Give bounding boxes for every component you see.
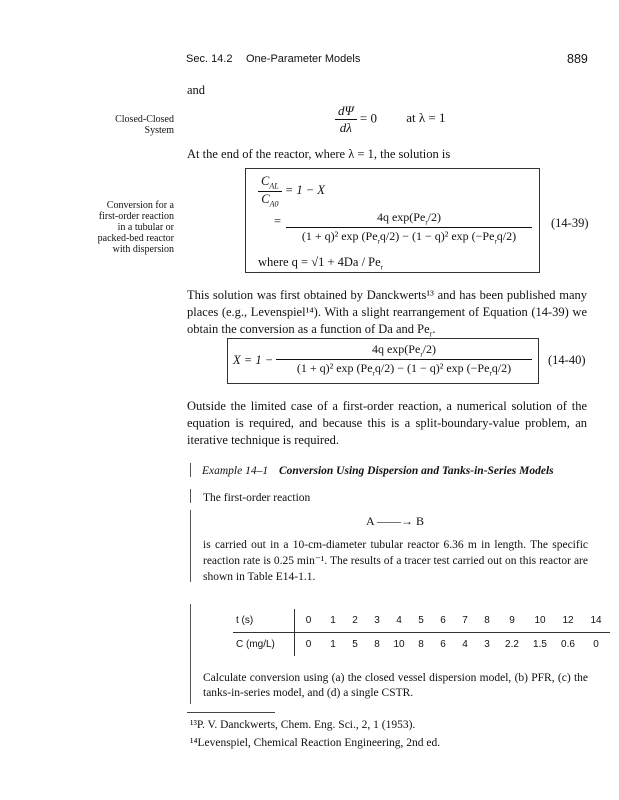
footnote-danckwerts: ¹³P. V. Danckwerts, Chem. Eng. Sci., 2, 1 (1953). <box>190 719 416 731</box>
boundary-condition-equation <box>335 103 446 136</box>
bc-rhs: = 0 <box>359 110 377 126</box>
example-margin-bar <box>190 510 191 582</box>
equals-one-minus-x: = 1 − X <box>284 182 325 197</box>
equation-number-14-39: (14-39) <box>551 216 589 230</box>
table-cell: 9 <box>498 609 526 633</box>
paragraph-numerical-solution: Outside the limited case of a first-order reaction, a numerical solution of the equation is required, and because this is a split-boundary-value problem, an iterative technique is required. <box>187 399 587 447</box>
reaction-equation: A ——→ B <box>366 514 425 528</box>
table-cell: 14 <box>582 609 610 633</box>
table-cell: 0 <box>295 609 323 633</box>
running-title: One-Parameter Models <box>246 53 361 65</box>
table-cell: 8 <box>476 609 498 633</box>
eq39-numerator: 4q $\exp(Pe_r/2)$ <box>286 210 532 228</box>
ratio-denominator: $C_{A0}$ <box>261 191 279 208</box>
table-cell: 8 <box>374 639 380 650</box>
table-cell: 4 <box>462 639 468 650</box>
ratio-numerator: $C_{AL}$ <box>258 174 282 192</box>
eq40-denominator: (1 + q)² $\exp (Pe_rq/2) - (1 - q)^2$ $\exp (-Pe_rq/2)$ <box>296 361 512 378</box>
intro-word: and <box>187 83 206 97</box>
example-margin-bar <box>190 463 191 477</box>
table-cell: 12 <box>554 609 582 633</box>
table-cell: 10 <box>526 609 554 633</box>
side-note-line: in a tubular or <box>117 222 174 233</box>
example-intro: The first-order reaction <box>203 492 311 504</box>
table-cell: 2.2 <box>505 639 519 650</box>
example-task: Calculate conversion using (a) the closed vessel dispersion model, (b) PFR, (c) the tanks-in-series model, and (d) a single CSTR. <box>203 672 588 699</box>
table-cell: 4 <box>388 609 410 633</box>
side-note-line: Conversion for a <box>106 200 174 211</box>
equals-sign: = <box>274 214 282 228</box>
table-cell: 1 <box>322 609 344 633</box>
example-label: Example 14–1 <box>202 465 269 477</box>
equation-14-40-fraction <box>276 342 532 378</box>
footnote-levenspiel: ¹⁴Levenspiel, Chemical Reaction Engineering, 2nd ed. <box>190 737 441 749</box>
section-number: Sec. 14.2 <box>186 53 233 65</box>
table-cell: 3 <box>366 609 388 633</box>
table-cell: 5 <box>410 609 432 633</box>
example-heading <box>202 465 554 477</box>
example-description: is carried out in a 10-cm-diameter tubular reactor 6.36 m in length. The specific reaction rate is 0.25 min⁻¹. The results of a tracer test carried out on this reactor are shown in Table E14-1.1. <box>203 539 588 583</box>
equation-14-39-lhs <box>258 174 325 208</box>
side-note-line: packed-bed reactor <box>97 233 174 244</box>
side-note-closed-closed <box>14 114 174 136</box>
table-cell: 3 <box>484 639 490 650</box>
where-q-definition: where $q = √1 + 4Da / Pe_r$ <box>258 255 384 272</box>
table-cell: 5 <box>352 639 358 650</box>
table-row-header: t (s) <box>233 609 295 633</box>
table-cell: 0 <box>305 639 312 650</box>
derivative-fraction <box>335 103 357 136</box>
side-note-conversion <box>14 200 174 255</box>
side-note-line: first-order reaction <box>98 211 174 222</box>
bc-condition: at λ = 1 <box>406 110 446 126</box>
table-cell: 6 <box>432 609 454 633</box>
derivative-denominator: dλ <box>339 120 352 135</box>
table-cell: 0.6 <box>561 639 575 650</box>
table-cell: 7 <box>454 609 476 633</box>
derivative-numerator: dΨ <box>335 103 357 120</box>
eq39-denominator: (1 + q)² $\exp (Pe_rq/2) - (1 - q)^2$ $\exp (-Pe_rq/2)$ <box>301 229 517 246</box>
example-margin-bar <box>190 604 191 704</box>
side-note-line: System <box>144 125 174 136</box>
table-cell: 6 <box>440 639 446 650</box>
tracer-data-table <box>233 609 610 656</box>
end-of-reactor-sentence: At the end of the reactor, where λ = 1, the solution is <box>187 147 451 161</box>
table-cell: 10 <box>393 639 405 650</box>
table-cell: 0 <box>593 639 599 650</box>
equation-14-39-fraction <box>286 210 532 246</box>
page-number: 889 <box>567 52 588 66</box>
paragraph-danckwerts: This solution was first obtained by Danckwerts¹³ and has been published many places (e.g., Levenspiel¹⁴). With a slight rearrangement of Equation (14-39) we obtain the conversion as a function of Da and $Pe_r$. <box>187 288 587 339</box>
side-note-line: Closed-Closed <box>115 114 174 125</box>
side-note-line: with dispersion <box>112 244 174 255</box>
equation-number-14-40: (14-40) <box>548 353 586 367</box>
equation-14-40-lhs: X = 1 − <box>233 353 274 367</box>
concentration-ratio <box>258 174 282 208</box>
footnote-rule <box>187 712 275 713</box>
table-cell: 2 <box>344 609 366 633</box>
table-row-concentration <box>233 633 610 657</box>
table-row-header: C (mg/L) <box>233 633 295 657</box>
table-cell: 1 <box>330 639 336 650</box>
example-margin-bar <box>190 489 191 503</box>
eq40-numerator: 4q $\exp(Pe_r/2)$ <box>276 342 532 360</box>
table-row-time <box>233 609 610 633</box>
example-title: Conversion Using Dispersion and Tanks-in-Series Models <box>278 465 554 477</box>
table-cell: 8 <box>418 639 424 650</box>
table-cell: 1.5 <box>533 639 547 650</box>
